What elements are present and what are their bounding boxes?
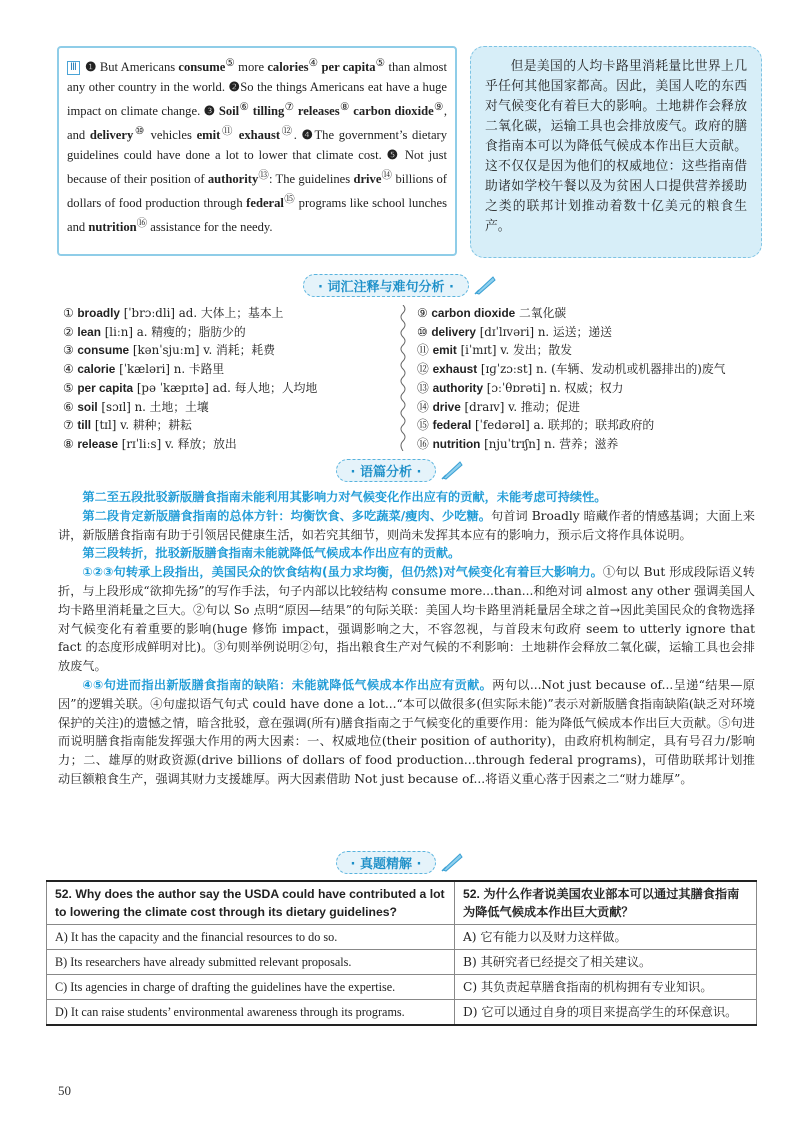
section-title: · 语篇分析 · <box>336 459 437 482</box>
vocab-entry <box>417 304 762 323</box>
vocab-definition: n. 营养；滋养 <box>544 436 619 451</box>
vocab-section-header <box>0 275 800 295</box>
vocab-definition: n. 运送；递送 <box>537 324 612 339</box>
vocab-definition: a. 联邦的；联邦政府的 <box>533 418 655 433</box>
vocab-phonetic: [iˈmɪt] <box>460 343 497 358</box>
question-table <box>46 880 757 1026</box>
discourse-analysis <box>58 488 755 789</box>
vocab-phonetic: [pə ˈkæpɪtə] <box>136 380 209 395</box>
vocab-entry <box>417 416 762 435</box>
option-row <box>47 975 757 1000</box>
vocab-entry <box>417 398 762 417</box>
option-row <box>47 1000 757 1026</box>
vocab-word: till <box>77 418 92 433</box>
vocab-phonetic: [sɔɪl] <box>101 399 131 414</box>
question-en: 52. Why does the author say the USDA could have contributed a lot to lowering the climate cost through its dietary guidelines? <box>47 881 455 925</box>
vocab-number: ⑥ <box>63 399 74 414</box>
option-row <box>47 950 757 975</box>
vocab-number: ② <box>63 324 74 339</box>
vocab-definition: v. 推动；促进 <box>508 399 580 414</box>
vocab-phonetic: [tɪl] <box>94 418 117 433</box>
vocab-definition: ad. 每人地；人均地 <box>212 380 318 395</box>
vocab-number: ⑯ <box>417 436 429 451</box>
vocab-definition: n. 权威；权力 <box>549 380 624 395</box>
sentence-number: ❷ <box>228 80 241 95</box>
option-c-en: C) Its agencies in charge of drafting the guidelines have the expertise. <box>47 975 455 1000</box>
sentence-1: But Americans consume⑤ more calories④ per capita⑤ than almost any other country in the world. <box>67 58 447 95</box>
option-a-zh: A) 它有能力以及财力这样做。 <box>455 925 757 950</box>
section-title: · 真题精解 · <box>336 851 437 874</box>
vocab-entry <box>417 341 762 360</box>
vocab-entry <box>63 416 393 435</box>
quill-icon <box>440 852 464 872</box>
sentence-5: Not just because of their position of authority⑬: The guidelines drive⑭ billions of dollars of food production through federal⑮ programs like school lunches and nutrition⑯ assistance for the needy. <box>67 148 447 235</box>
vocab-entry <box>63 304 393 323</box>
vocab-number: ⑮ <box>417 418 429 433</box>
sentence-number: ❹ <box>301 128 315 143</box>
sentence-number: ❶ <box>85 60 97 75</box>
vocab-entry <box>417 435 762 454</box>
exam-section-header <box>0 852 800 872</box>
sentence-4: The government’s dietary guidelines could have done a lot to lower that climate cost. <box>67 128 448 163</box>
vocab-word: release <box>77 436 119 451</box>
vocab-number: ④ <box>63 362 74 377</box>
vocab-entry <box>417 323 762 342</box>
vocab-entry <box>63 435 393 454</box>
vocab-number: ⑭ <box>417 399 429 414</box>
option-a-en: A) It has the capacity and the financial resources to do so. <box>47 925 455 950</box>
vocab-entry <box>63 379 393 398</box>
vocab-definition: v. 释放；放出 <box>164 436 237 451</box>
vocab-phonetic: [ɔːˈθɒrəti] <box>486 380 546 395</box>
vocab-definition: n. 土地；土壤 <box>134 399 209 414</box>
vocab-number: ⑨ <box>417 306 428 320</box>
vocab-number: ⑫ <box>417 362 429 377</box>
vocab-word: drive <box>432 399 461 414</box>
vocab-definition: v. 耕种；耕耘 <box>120 418 192 433</box>
vocab-number: ⑤ <box>63 380 74 395</box>
vocab-entry <box>63 323 393 342</box>
vocab-phonetic: [ɪɡˈzɔːst] <box>480 362 533 377</box>
vocab-word: nutrition <box>432 436 481 451</box>
vocab-definition: 二氧化碳 <box>518 306 567 320</box>
vocab-number: ⑧ <box>63 436 74 451</box>
vocab-definition: v. 消耗；耗费 <box>203 343 276 358</box>
vocab-entry <box>417 360 762 379</box>
section-title: · 词汇注释与难句分析 · <box>303 274 469 297</box>
option-c-zh: C) 其负责起草膳食指南的机构拥有专业知识。 <box>455 975 757 1000</box>
vocab-definition: ad. 大体上；基本上 <box>178 306 284 320</box>
analysis-paragraph: ④⑤句进而指出新版膳食指南的缺陷：未能就降低气候成本作出应有贡献。两句以...Not just because of...呈递“结果—原因”的逻辑关联。④句虚拟语气句式 could have done a lot...“本可以做很多(但实际未能)”表示对新版膳食指南缺陷(缺乏对环境保护的关注)的遗憾之情，暗含批驳，意在强调(所有)膳食指南之于气候变化的重要作用：能为降低气候成本作出巨大贡献。⑤句进而说明膳食指南能发挥强大作用的两大因素：一、权威地位(their position of authority)，由政府机构制定，具有号召力/影响力；二、雄厚的财政资源(drive billions of dollars of food production...through federal programs)，可借助联邦计划推动巨额粮食生产，强调其财力支援雄厚。两大因素借助 Not just because of...将语义重心落于因素之二“财力雄厚”。 <box>58 677 755 786</box>
option-row <box>47 925 757 950</box>
analysis-paragraph: 第二段肯定新版膳食指南的总体方针：均衡饮食、多吃蔬菜/瘦肉、少吃糖。句首词 Broadly 暗藏作者的情感基调；大面上来讲，新版膳食指南有助于引领居民健康生活，如若究其细节，则尚未发挥其本应有的影响力，预示后文将作具体说明。 <box>58 508 755 542</box>
vocab-entry <box>63 360 393 379</box>
vocab-word: lean <box>77 324 101 339</box>
vocab-word: soil <box>77 399 98 414</box>
vocab-word: federal <box>432 418 472 433</box>
sentence-number: ❺ <box>386 148 400 163</box>
option-d-zh: D) 它可以通过自身的项目来提高学生的环保意识。 <box>455 1000 757 1026</box>
spiral-divider <box>398 305 408 451</box>
vocab-phonetic: [ˈkæləri] <box>119 362 170 377</box>
vocab-entry <box>417 379 762 398</box>
vocab-phonetic: [njuˈtrɪʃn] <box>484 436 541 451</box>
vocab-number: ⑬ <box>417 380 429 395</box>
vocab-word: emit <box>432 343 457 358</box>
vocab-word: delivery <box>431 324 476 339</box>
question-zh: 52. 为什么作者说美国农业部本可以通过其膳食指南为降低气候成本作出巨大贡献？ <box>455 881 757 925</box>
sentence-number: ❸ <box>203 104 216 119</box>
option-b-zh: B) 其研究者已经提交了相关建议。 <box>455 950 757 975</box>
analysis-paragraph: ①②③句转承上段指出，美国民众的饮食结构(虽力求均衡，但仍然)对气候变化有着巨大影响力。①句以 But 形成段际语义转折，与上段形成“欲抑先扬”的写作手法，句子内部以比较结构 consume more...than...和绝对词 almost any other 强调美国人均卡路里消耗量之巨大。②句以 So 点明“原因—结果”的句际关联：美国人均卡路里消耗量居全球之首→因此美国民众的食物选择对气候变化有着重要的影响(huge 修饰 impact，强调影响之大，不容忽视，与首段末句政府 seem to utterly ignore that fact 的态度形成鲜明对比)。③句则举例说明②句，指出粮食生产对气候的不利影响：土地耕作会释放二氧化碳，运输工具也会排放废气。 <box>58 565 755 674</box>
vocab-word: broadly <box>77 306 120 320</box>
vocab-entry <box>63 341 393 360</box>
analysis-paragraph: 第三段转折，批驳新版膳食指南未能就降低气候成本作出应有的贡献。 <box>82 546 461 561</box>
vocab-phonetic: [ˈbrɔːdli] <box>123 306 176 320</box>
option-b-en: B) Its researchers have already submitted relevant proposals. <box>47 950 455 975</box>
discourse-section-header <box>0 460 800 480</box>
option-d-en: D) It can raise students’ environmental awareness through its programs. <box>47 1000 455 1026</box>
quill-icon <box>440 460 464 480</box>
vocab-phonetic: [ˈfedərəl] <box>475 418 530 433</box>
vocab-number: ⑩ <box>417 324 428 339</box>
vocab-word: calorie <box>77 362 116 377</box>
vocab-word: authority <box>432 380 484 395</box>
vocab-phonetic: [dɪˈlɪvəri] <box>479 324 535 339</box>
sentence-3: Soil⑥ tilling⑦ releases⑧ carbon dioxide⑨, and delivery⑩ vehicles emit⑪ exhaust⑫. <box>67 102 447 143</box>
vocab-word: consume <box>77 343 130 358</box>
analysis-paragraph: 第二至五段批驳新版膳食指南未能利用其影响力对气候变化作出应有的贡献，未能考虑可持续性。 <box>82 490 607 504</box>
vocab-definition: v. 发出；散发 <box>500 343 572 358</box>
vocab-number: ⑪ <box>417 343 429 358</box>
vocab-number: ① <box>63 306 74 320</box>
page-number: 50 <box>58 1083 71 1098</box>
vocab-entry <box>63 398 393 417</box>
question-row <box>47 881 757 925</box>
vocab-list-right <box>417 304 762 454</box>
chinese-translation: 但是美国的人均卡路里消耗量比世界上几乎任何其他国家都高。因此，美国人吃的东西对气候变化有着巨大的影响。土地耕作会释放二氧化碳，运输工具也会排放废气。政府的膳食指南本可以为降低气候成本作出巨大贡献。这不仅仅是因为他们的权威地位：这些指南借助诸如学校午餐以及为贫困人口提供营养援助之类的联邦计划推动着数十亿美元的粮食生产。 <box>470 46 762 258</box>
vocab-phonetic: [draɪv] <box>464 399 505 414</box>
vocab-definition: a. 精瘦的；脂肪少的 <box>136 324 246 339</box>
vocab-word: per capita <box>77 380 134 395</box>
quill-icon <box>473 275 497 295</box>
vocab-phonetic: [rɪˈliːs] <box>121 436 162 451</box>
vocab-word: carbon dioxide <box>431 306 516 320</box>
vocab-definition: n. 卡路里 <box>173 362 225 377</box>
sentence-2: So the things Americans eat have a huge impact on climate change. <box>67 80 448 119</box>
vocab-number: ③ <box>63 343 74 358</box>
vocab-phonetic: [kənˈsjuːm] <box>132 343 200 358</box>
section-tag: Ⅲ <box>67 61 80 75</box>
vocab-number: ⑦ <box>63 418 74 433</box>
vocab-definition: n. (车辆、发动机或机器排出的)废气 <box>536 362 726 377</box>
english-passage <box>57 46 457 256</box>
vocab-phonetic: [liːn] <box>104 324 134 339</box>
vocab-list-left <box>63 304 393 454</box>
vocab-word: exhaust <box>432 362 478 377</box>
